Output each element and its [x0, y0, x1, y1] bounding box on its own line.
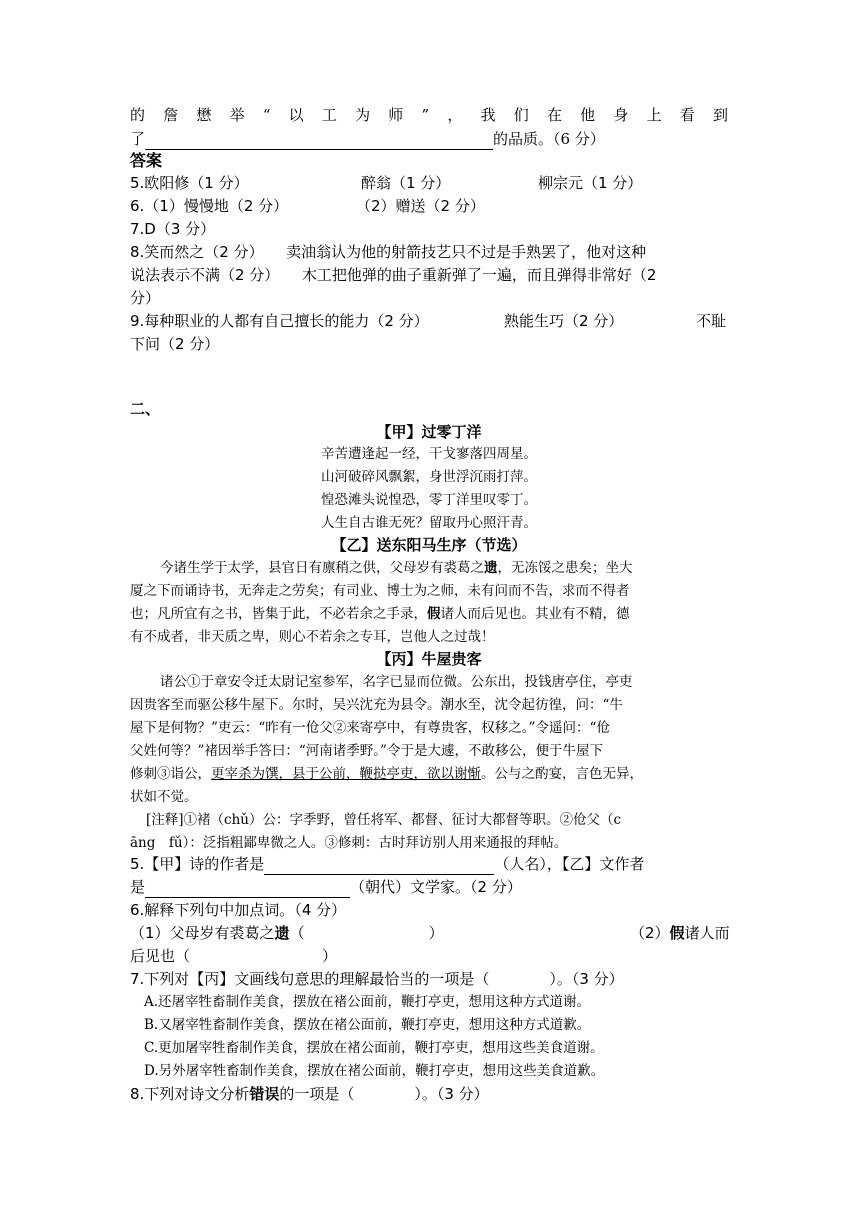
yi-line-1-c: ，无冻馁之患矣；坐大 [497, 560, 633, 576]
spread-char: 举 [229, 106, 245, 124]
yi-title: 【乙】送东阳马生序（节选） [331, 536, 527, 554]
poem-line-2: 山河破碎风飘絮，身世浮沉雨打萍。 [321, 469, 537, 485]
note-line-1: [注释]①褚（chǔ）公：字季野，曾任将军、都督、征讨大都督等职。②伧父（c [146, 812, 622, 828]
answer-9-line1c: 不耻 [696, 312, 727, 330]
spread-char: ， [447, 106, 463, 124]
spread-char: 身 [613, 106, 629, 124]
question-7: 7.下列对【丙】文画线句意思的理解最恰当的一项是（ ）。（3 分） [130, 970, 624, 988]
spread-char: 詹 [163, 106, 179, 124]
spread-char: 到 [712, 106, 728, 124]
bing-title: 【丙】牛屋贵客 [376, 650, 482, 668]
yi-line-3-c: 诸人而后见也。其业有不精，德 [440, 606, 630, 622]
spread-char: “ [262, 106, 271, 124]
q7-option-a: A.还屠宰牲畜制作美食，摆放在褚公面前，鞭打亭吏，想用这种方式道谢。 [144, 994, 591, 1010]
question-6-1 [130, 922, 444, 944]
dotted-word-yi: 遗 [484, 560, 498, 576]
answer-8-line2: 说法表示不满（2 分） 木工把他弹的曲子重新弹了一遍，而且弹得非常好（2 [130, 266, 657, 284]
answer-5-col1: 5.欧阳修（1 分） [130, 174, 249, 192]
q7-option-b: B.又屠宰牲畜制作美食，摆放在褚公面前，鞭打亭吏，想用这种方式道歉。 [144, 1017, 591, 1033]
answer-6-col1: 6.（1）慢慢地（2 分） [130, 197, 289, 215]
question-8 [130, 1083, 489, 1105]
spread-char: 上 [646, 106, 662, 124]
spread-char: 我 [480, 106, 496, 124]
question-8-emphasis: 错误 [249, 1085, 280, 1103]
question-6-2-cont [130, 945, 337, 967]
bing-line-4: 父姓何等？”褚因举手答曰：“河南诸季野。”令于是大遽，不敢移公，便于牛屋下 [130, 743, 603, 759]
poem-line-1: 辛苦遭逢起一经，干戈寥落四周星。 [321, 446, 537, 462]
bing-line-5 [130, 763, 643, 785]
top-fill-line [130, 128, 605, 150]
section-2-heading: 二、 [130, 400, 161, 418]
top-line2-suffix: 的品质。（6 分） [493, 130, 605, 148]
question-6-2-a: （2） [630, 924, 670, 942]
question-6-2 [630, 922, 730, 944]
yi-line-3-a: 也；凡所宜有之书，皆集于此，不必若余之手录， [130, 606, 427, 622]
question-6-2-c: 诸人而 [684, 924, 730, 942]
question-6-2-cont-close: ） [322, 947, 338, 965]
yi-line-2: 厦之下而诵诗书，无奔走之劳矣；有司业、博士为之师，未有问而不告，求而不得者 [130, 583, 630, 599]
question-6-1-a: （1）父母岁有裘葛之 [130, 924, 275, 942]
answer-8-line3: 分） [130, 289, 161, 307]
dotted-word-jia: 假 [427, 606, 441, 622]
question-5-b: （人名），【乙】文作者 [494, 855, 645, 873]
spread-char: 看 [679, 106, 695, 124]
answers-heading: 答案 [130, 151, 163, 170]
q5-dynasty-blank[interactable] [145, 881, 350, 898]
bing-line-1: 诸公①于章安令迁太尉记室参军，名字已显而位微。公东出，投钱唐亭住，亭吏 [160, 674, 633, 690]
question-8-c: 的一项是（ ）。（3 分） [279, 1085, 489, 1103]
dotted-word-yi-q: 遗 [274, 924, 290, 942]
question-6-2-cont-a: 后见也（ [130, 947, 191, 965]
question-6: 6.解释下列句中加点词。（4 分） [130, 901, 347, 919]
answer-9-line2: 下问（2 分） [130, 335, 220, 353]
answer-5-col2: 醉翁（1 分） [361, 174, 451, 192]
jia-title: 【甲】过零丁洋 [376, 423, 482, 441]
answer-9-line1a: 9.每种职业的人都有自己擅长的能力（2 分） [130, 312, 429, 330]
poem-line-4: 人生自古谁无死？留取丹心照汗青。 [321, 515, 537, 531]
q7-option-d: D.另外屠宰牲畜制作美食，摆放在褚公面前，鞭打亭吏，想用这些美食道歉。 [144, 1063, 605, 1079]
question-5-a: 5.【甲】诗的作者是 [130, 855, 265, 873]
spread-char: 工 [321, 106, 337, 124]
q7-option-c: C.更加屠宰牲畜制作美食，摆放在褚公面前，鞭打亭吏，想用这些美食道谢。 [144, 1040, 604, 1056]
question-5-c: 是 [130, 878, 146, 896]
answer-6-col2: （2）赠送（2 分） [356, 197, 485, 215]
question-5-line2 [130, 876, 522, 898]
top-spread-line [130, 104, 728, 126]
answer-9-line1b: 熟能生巧（2 分） [504, 312, 624, 330]
question-8-a: 8.下列对诗文分析 [130, 1085, 250, 1103]
answer-8-line1: 8.笑而然之（2 分） 卖油翁认为他的射箭技艺只不过是手熟罢了，他对这种 [130, 243, 647, 261]
spread-char: 的 [130, 106, 146, 124]
answer-5-col3: 柳宗元（1 分） [538, 174, 643, 192]
answer-7: 7.D（3 分） [130, 220, 216, 238]
top-line2-prefix: 了 [130, 130, 146, 148]
yi-line-1-a: 今诸生学于太学，县官日有廪稍之供，父母岁有裘葛之 [160, 560, 484, 576]
yi-line-4: 有不成者，非天质之卑，则心不若余之专耳，岂他人之过哉！ [130, 629, 495, 645]
bing-line-3: 屋下是何物？”吏云：“昨有一伧父②来寄亭中，有尊贵客，权移之。”令遥问：“伧 [130, 720, 610, 736]
question-5-d: （朝代）文学家。（2 分） [350, 878, 522, 896]
spread-char: 在 [546, 106, 562, 124]
answer-blank[interactable] [145, 133, 493, 150]
spread-char: 师 [388, 106, 404, 124]
spread-char: 懋 [196, 106, 212, 124]
bing-line-5-c: 。公与之酌宴，言色无异， [481, 766, 643, 782]
spread-char: 他 [580, 106, 596, 124]
bing-line-2: 因贵客至而驱公移牛屋下。尔时，吴兴沈充为县令。潮水至，沈令起彷徨，问：“牛 [130, 697, 623, 713]
bing-line-6: 状如不觉。 [130, 789, 198, 805]
spread-char: 以 [288, 106, 304, 124]
underlined-sentence: 更宰杀为馔，县于公前，鞭挞亭吏，欲以谢惭 [211, 766, 481, 782]
yi-line-3 [130, 603, 630, 625]
yi-line-1 [160, 557, 633, 579]
bing-line-5-a: 修刺③诣公， [130, 766, 211, 782]
spread-char: 为 [355, 106, 371, 124]
spread-char: ” [421, 106, 430, 124]
spread-char: 们 [513, 106, 529, 124]
q5-author-blank[interactable] [264, 858, 494, 875]
note-line-2: āng fǔ）：泛指粗鄙卑微之人。③修刺：古时拜访别人用来通报的拜帖。 [130, 835, 568, 851]
question-5-line1 [130, 853, 644, 875]
question-6-1-close: ） [428, 924, 444, 942]
poem-line-3: 惶恐滩头说惶恐，零丁洋里叹零丁。 [321, 492, 537, 508]
question-6-1-open: （ [289, 924, 305, 942]
dotted-word-jia-q: 假 [669, 924, 685, 942]
